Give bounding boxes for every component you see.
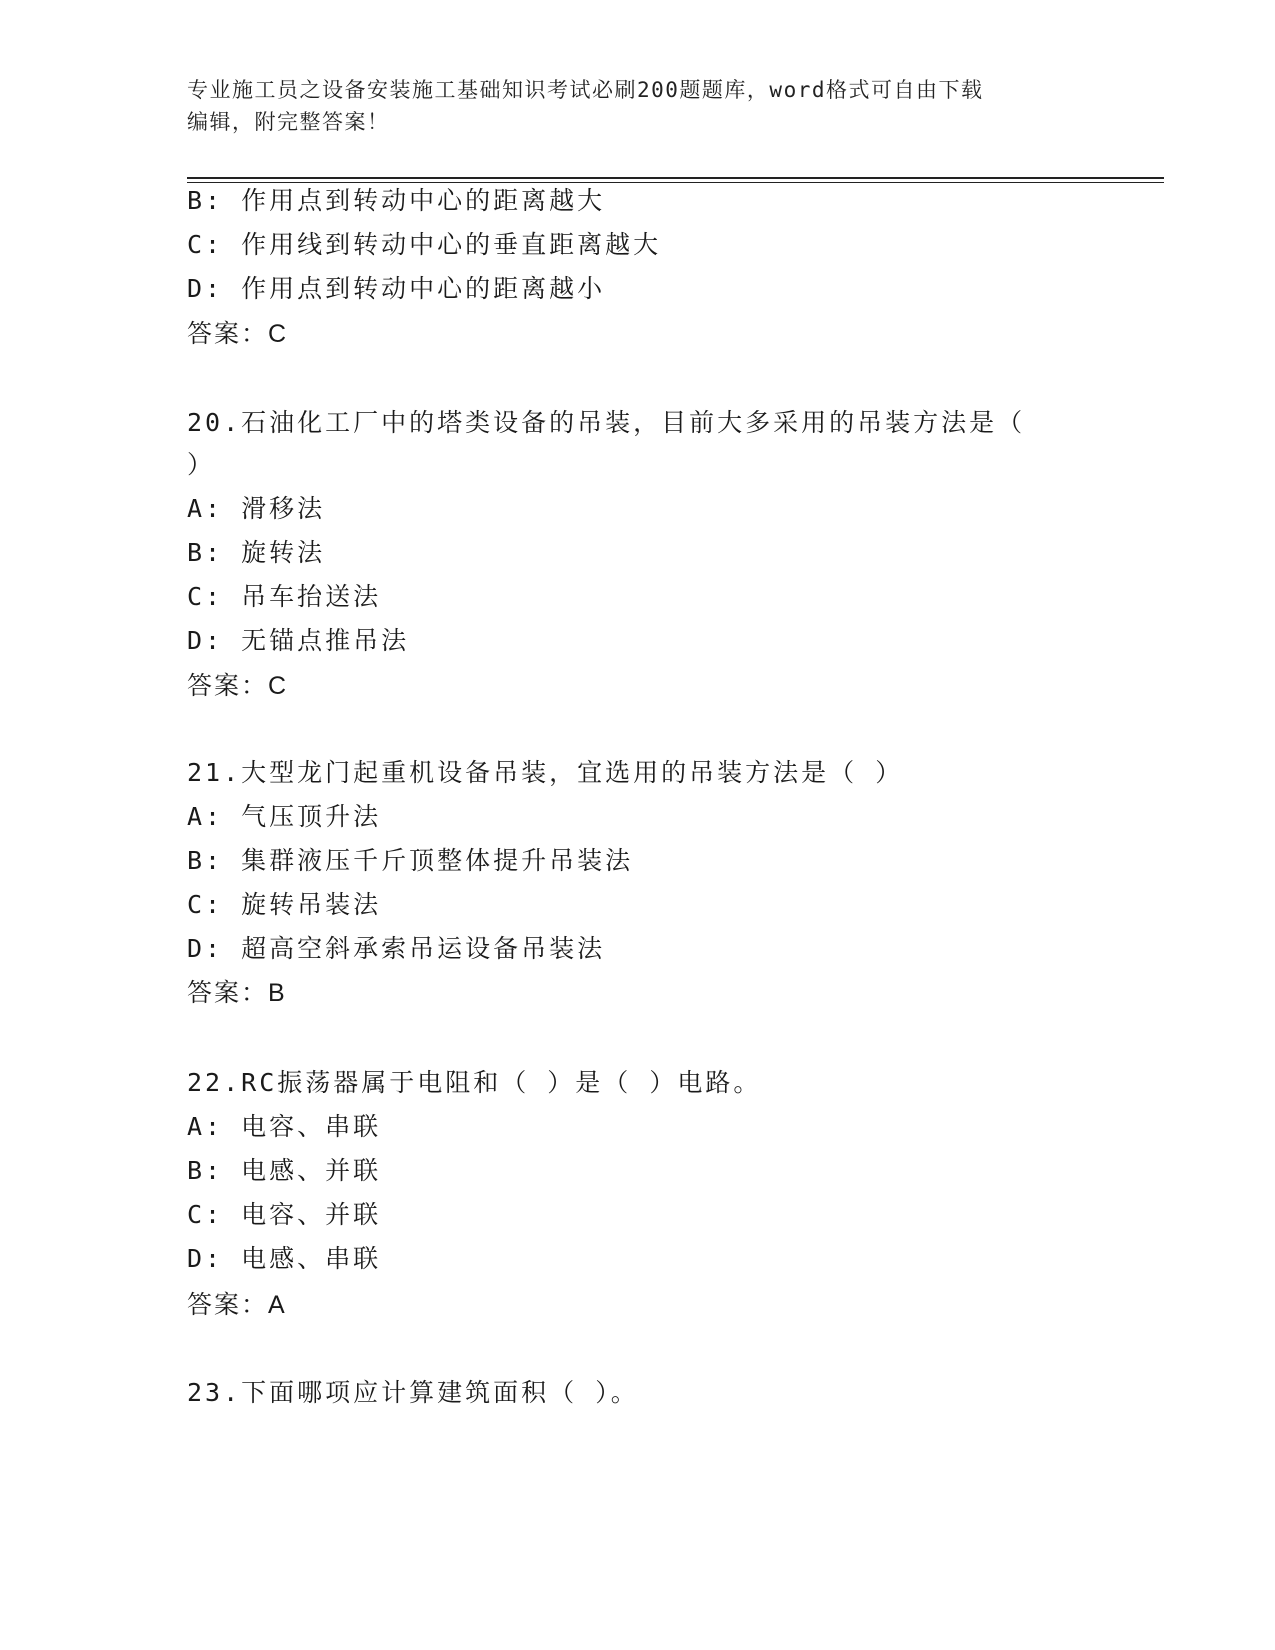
q21-option-a: A: 气压顶升法 bbox=[187, 802, 382, 831]
q19-answer: 答案：C bbox=[187, 320, 289, 348]
q19-option-c: C: 作用线到转动中心的垂直距离越大 bbox=[187, 230, 662, 259]
q19-option-d: D: 作用点到转动中心的距离越小 bbox=[187, 274, 606, 303]
q20-option-b: B: 旋转法 bbox=[187, 538, 326, 567]
q21-option-b: B: 集群液压千斤顶整体提升吊装法 bbox=[187, 846, 634, 875]
q23-stem: 23.下面哪项应计算建筑面积（ ）。 bbox=[187, 1378, 639, 1407]
q22-option-c: C: 电容、并联 bbox=[187, 1200, 382, 1229]
q22-option-d: D: 电感、串联 bbox=[187, 1244, 382, 1273]
q21-answer: 答案：B bbox=[187, 979, 287, 1007]
header-line-2: 编辑，附完整答案！ bbox=[187, 110, 390, 134]
q20-stem-line-1: 20.石油化工厂中的塔类设备的吊装，目前大多采用的吊装方法是（ bbox=[187, 408, 1026, 437]
q21-option-d: D: 超高空斜承索吊运设备吊装法 bbox=[187, 934, 606, 963]
q20-option-a: A: 滑移法 bbox=[187, 494, 326, 523]
q22-option-b: B: 电感、并联 bbox=[187, 1156, 382, 1185]
q22-option-a: A: 电容、串联 bbox=[187, 1112, 382, 1141]
header-divider-thin bbox=[187, 182, 1164, 183]
q20-stem-line-2: ） bbox=[187, 450, 216, 479]
q21-option-c: C: 旋转吊装法 bbox=[187, 890, 382, 919]
q20-answer: 答案：C bbox=[187, 672, 289, 700]
header-line-1: 专业施工员之设备安装施工基础知识考试必刷200题题库，word格式可自由下载 bbox=[187, 78, 984, 102]
q22-answer: 答案：A bbox=[187, 1291, 287, 1319]
q22-stem: 22.RC振荡器属于电阻和（ ）是（ ）电路。 bbox=[187, 1068, 762, 1097]
header-divider-thick bbox=[187, 177, 1164, 179]
q20-option-c: C: 吊车抬送法 bbox=[187, 582, 382, 611]
q19-option-b: B: 作用点到转动中心的距离越大 bbox=[187, 186, 606, 215]
q20-option-d: D: 无锚点推吊法 bbox=[187, 626, 410, 655]
q21-stem: 21.大型龙门起重机设备吊装，宜选用的吊装方法是（ ） bbox=[187, 758, 904, 787]
document-header bbox=[187, 74, 1087, 138]
